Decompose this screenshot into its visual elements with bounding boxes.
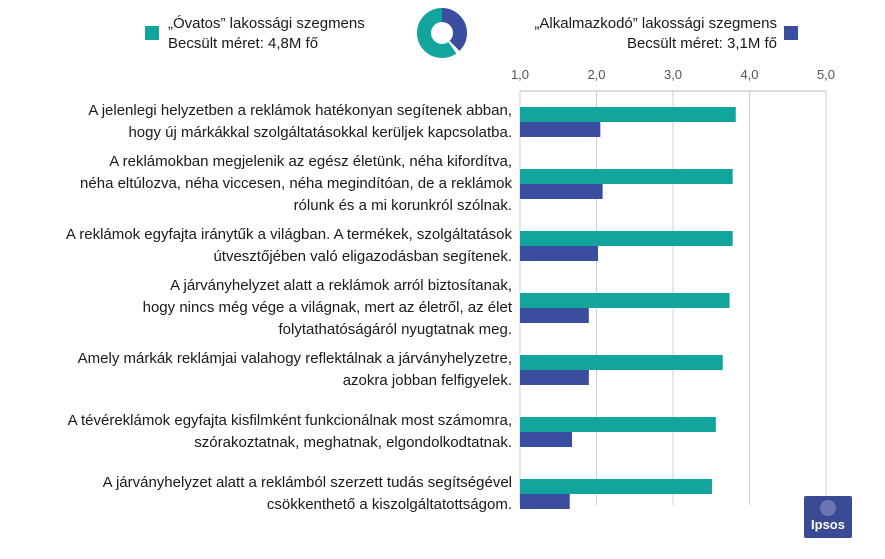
category-label-line: folytathatóságáról nyugtatnak meg. [278,321,512,338]
category-label [8,151,512,217]
bar-cautious [520,417,716,432]
category-label-line: A reklámokban megjelenik az egész életünk, néha kifordítva, [109,153,512,170]
x-tick-label: 3,0 [663,67,683,82]
legend-adaptive-size: Becsült méret: 3,1M fő [626,35,777,52]
bar-adaptive [520,246,598,261]
category-label [8,224,512,268]
category-label-line: útvesztőjében való eligazodásban segítenek. [213,248,512,265]
category-label [8,348,512,392]
bar-cautious [520,169,733,184]
ipsos-logo-text: Ipsos [811,517,845,532]
bar-cautious [520,479,712,494]
category-label-line: hogy új márkákkal szolgáltatásokkal kerüljek kapcsolatba. [128,124,512,141]
x-tick-label: 2,0 [587,67,606,82]
ipsos-logo [804,496,852,538]
bar-adaptive [520,308,589,323]
bar-adaptive [520,122,600,137]
bar-cautious [520,107,736,122]
category-label [8,410,512,454]
legend-adaptive-title: „Alkalmazkodó” lakossági szegmens [534,15,777,32]
category-label-line: szórakoztatnak, meghatnak, elgondolkodtatnak. [194,434,512,451]
legend-cautious-size: Becsült méret: 4,8M fő [168,35,319,52]
category-label-line: A tévéreklámok egyfajta kisfilmként funkcionálnak most számomra, [67,412,512,429]
bar-cautious [520,231,733,246]
x-tick-label: 5,0 [816,67,836,82]
x-tick-label: 1,0 [510,67,530,82]
category-label-line: A járványhelyzet alatt a reklámok arról biztosítanak, [170,277,512,294]
category-label-line: rólunk és a mi korunkról szólnak. [293,197,512,214]
category-label-line: néha eltúlozva, néha viccesen, néha megindítóan, de a reklámok [80,175,512,192]
bar-adaptive [520,184,603,199]
bar-adaptive [520,432,572,447]
bar-adaptive [520,494,570,509]
category-label-line: csökkenthető a kiszolgáltatottságom. [266,496,512,513]
category-label [8,100,512,144]
category-label-line: azokra jobban felfigyelek. [342,372,512,389]
category-label-line: A járványhelyzet alatt a reklámból szerzett tudás segítségével [102,474,512,491]
bar-cautious [520,355,723,370]
category-label-line: Amely márkák reklámjai valahogy reflektálnak a járványhelyzetre, [77,350,512,367]
category-label [8,275,512,341]
bar-cautious [520,293,730,308]
category-label-line: hogy nincs még vége a világnak, mert az életről, az élet [142,299,512,316]
category-label-line: A reklámok egyfajta iránytűk a világban. A termékek, szolgáltatások [65,226,512,243]
x-tick-label: 4,0 [740,67,759,82]
legend-cautious-title: „Óvatos” lakossági szegmens [168,15,365,32]
bar-adaptive [520,370,589,385]
ipsos-logo-mark [820,500,836,516]
category-label-line: A jelenlegi helyzetben a reklámok hatékonyan segítenek abban, [88,102,512,119]
category-label [8,472,512,516]
